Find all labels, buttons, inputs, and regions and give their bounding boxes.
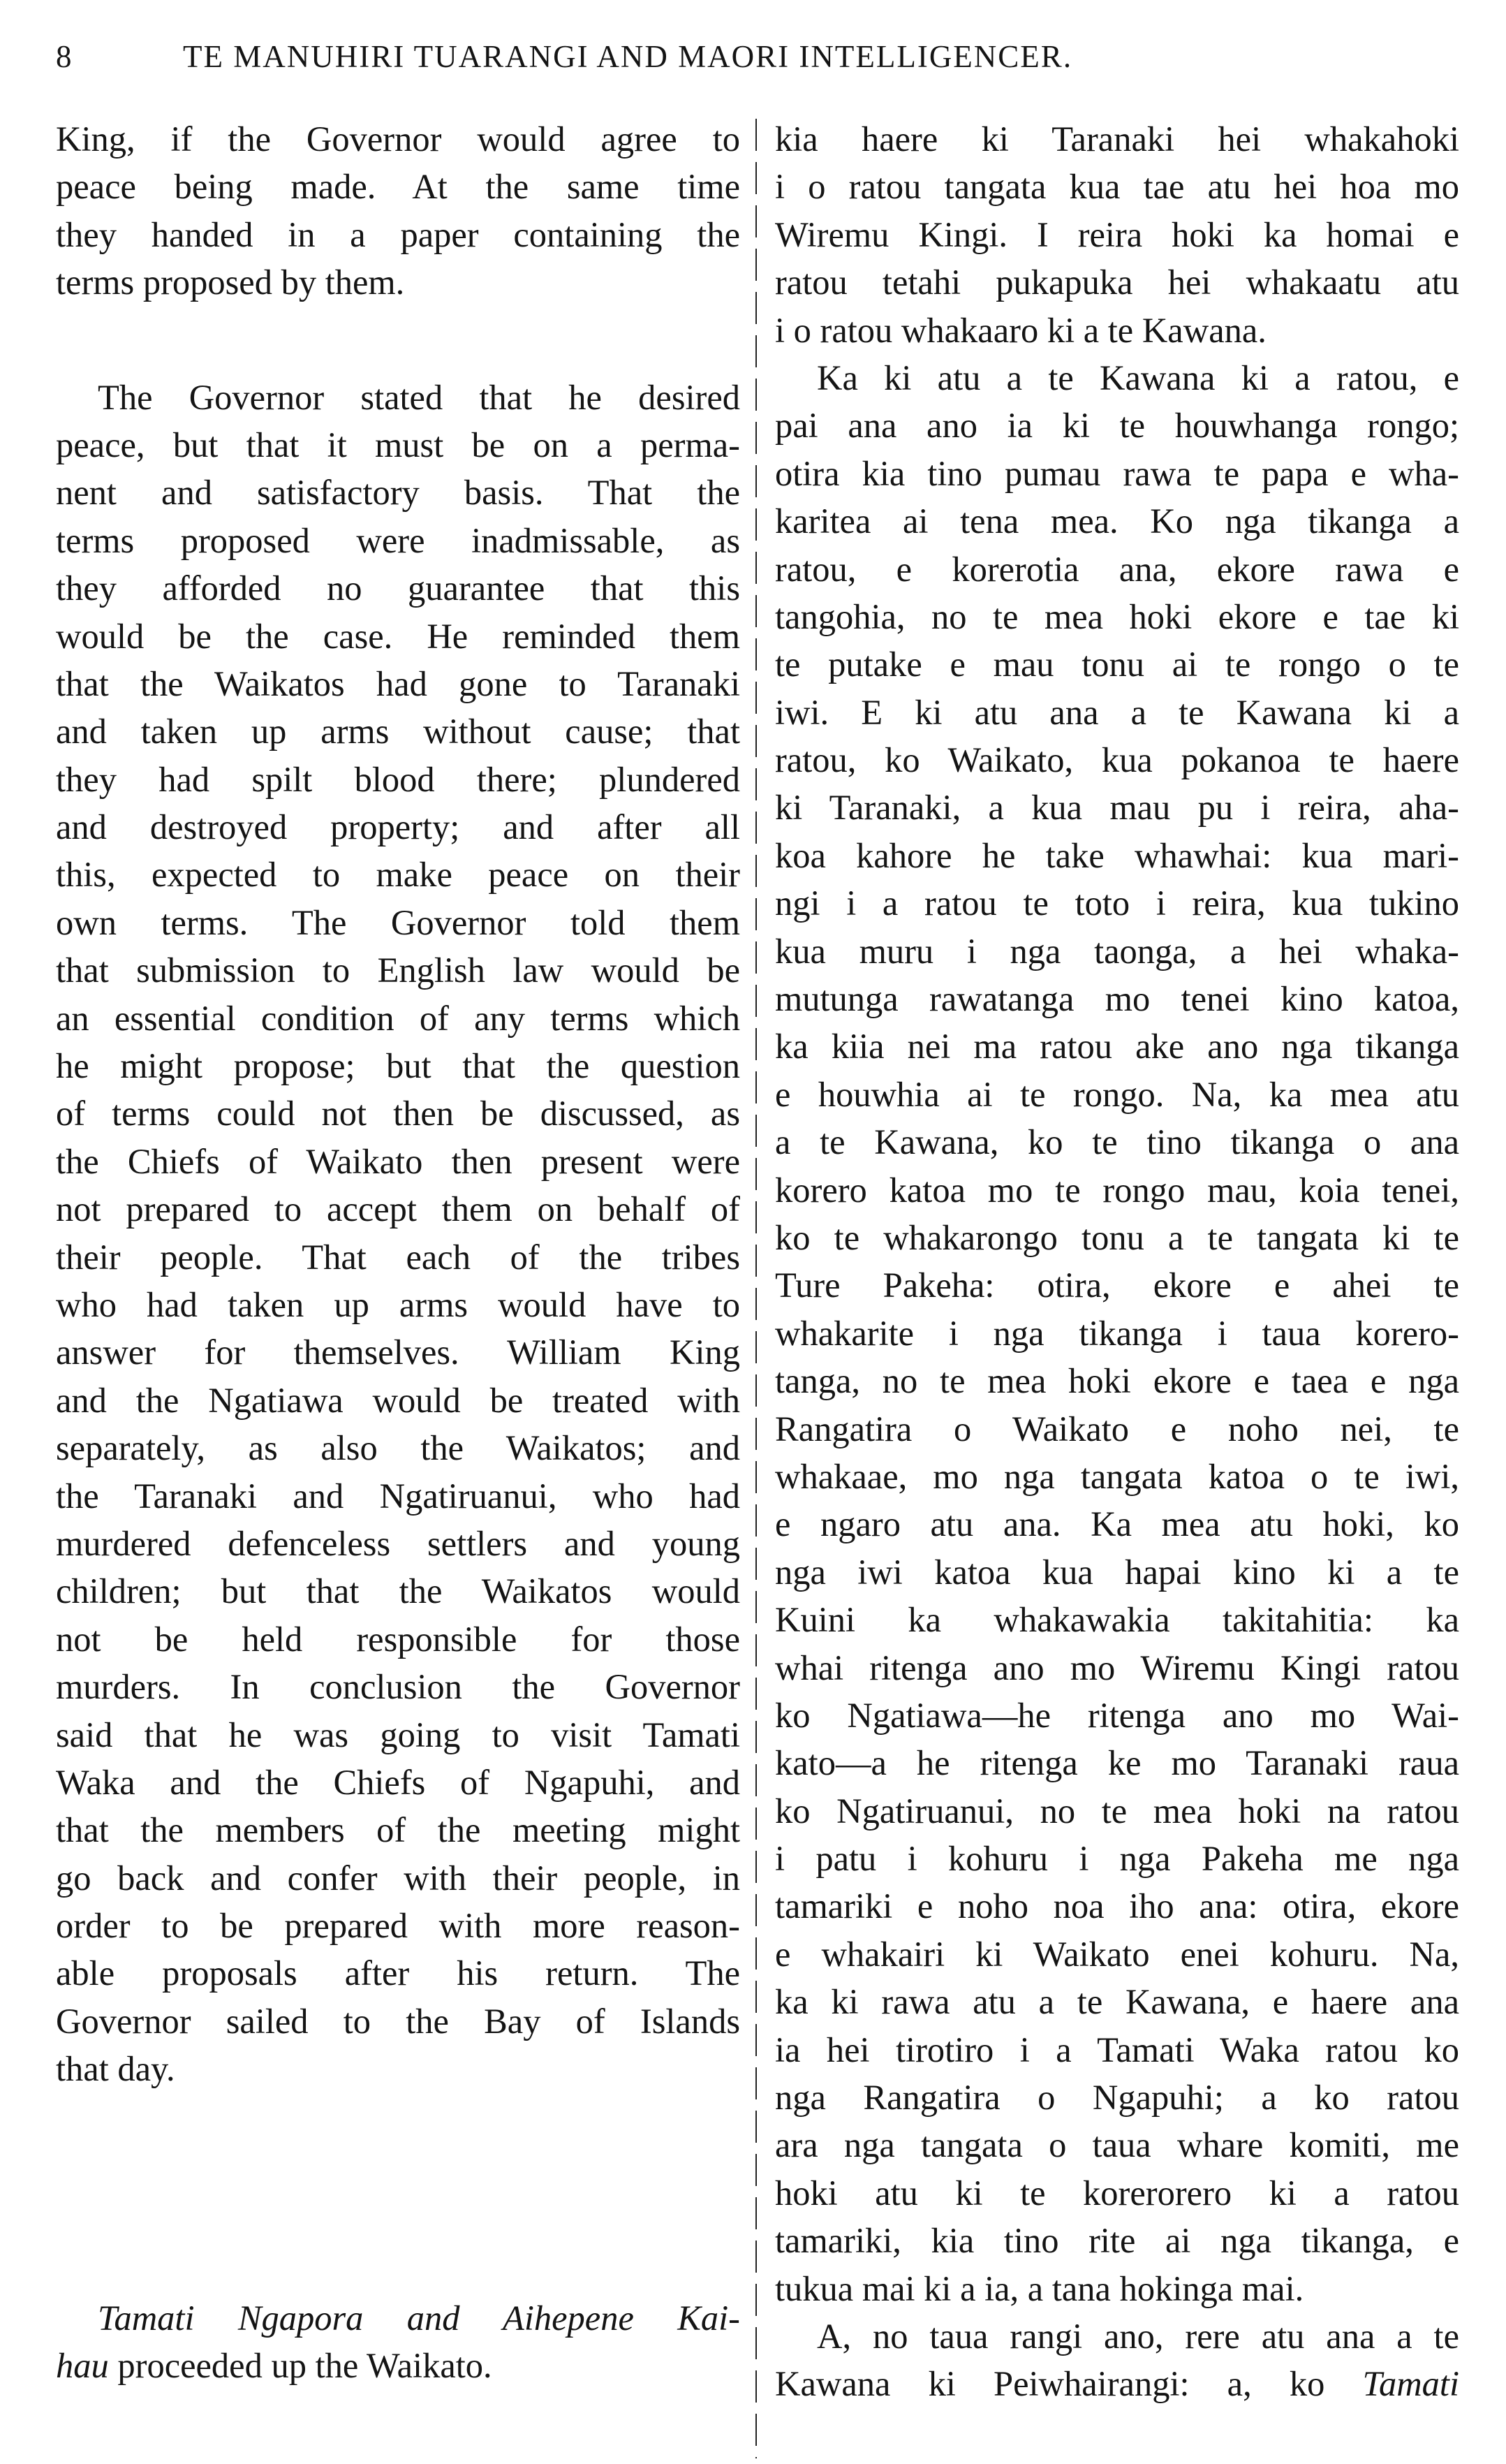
- text-line: mutunga rawatanga mo tenei kino katoa,: [775, 979, 1459, 1019]
- running-title: TE MANUHIRI TUARANGI AND MAORI INTELLIGENCER.: [183, 39, 1073, 74]
- text-line: ara nga tangata o taua whare komiti, me: [775, 2125, 1459, 2165]
- text-line: terms proposed by them.: [56, 263, 405, 302]
- text-line: a te Kawana, ko te tino tikanga o ana: [775, 1122, 1459, 1162]
- text-line: Rangatira o Waikato e noho nei, te: [775, 1409, 1459, 1449]
- text-line: otira kia tino pumau rawa te papa e wha-: [775, 453, 1459, 493]
- text-line: whai ritenga ano mo Wiremu Kingi ratou: [775, 1648, 1459, 1687]
- text-line: hoki atu ki te korerorero ki a ratou: [775, 2173, 1459, 2213]
- english-paragraph-2: [56, 374, 740, 2093]
- text-line: korero katoa mo te rongo mau, koia tenei,: [775, 1170, 1459, 1210]
- text-line: i o ratou whakaaro ki a te Kawana.: [775, 310, 1267, 350]
- text-line: tanga, no te mea hoki ekore e taea e nga: [775, 1361, 1459, 1401]
- text-line: [775, 2360, 1459, 2407]
- text-line: tangohia, no te mea hoki ekore e tae ki: [775, 596, 1459, 636]
- text-line: tamariki e noho noa iho ana: otira, ekore: [775, 1886, 1459, 1926]
- text-line: the Chiefs of Waikato then present were: [56, 1141, 740, 1181]
- text-line: nent and satisfactory basis. That the: [56, 473, 740, 513]
- text-line: go back and confer with their people, in: [56, 1858, 740, 1898]
- text-line: kato—a he ritenga ke mo Taranaki raua: [775, 1743, 1459, 1783]
- text-line: own terms. The Governor told them: [56, 902, 740, 942]
- text-line: children; but that the Waikatos would: [56, 1571, 740, 1611]
- text-line: peace being made. At the same time: [56, 167, 740, 207]
- text-line: ratou, ko Waikato, kua pokanoa te haere: [775, 740, 1459, 780]
- text-line: whakarite i nga tikanga i taua korero-: [775, 1313, 1459, 1353]
- column-divider: [755, 119, 757, 2458]
- text-line: ko Ngatiruanui, no te mea hoki na ratou: [775, 1791, 1459, 1831]
- text-line: The Governor stated that he desired: [98, 377, 740, 417]
- maori-paragraph-3: [775, 2312, 1459, 2408]
- text-line: and the Ngatiawa would be treated with: [56, 1380, 740, 1420]
- text-line: of terms could not then be discussed, as: [56, 1094, 740, 1134]
- text-line: this, expected to make peace on their: [56, 855, 740, 895]
- text-line: A, no taua rangi ano, rere atu ana a te: [817, 2316, 1459, 2356]
- page-number: 8: [56, 39, 73, 74]
- text-line: would be the case. He reminded them: [56, 616, 740, 656]
- text-line: their people. That each of the tribes: [56, 1237, 740, 1277]
- text-line: nga iwi katoa kua hapai kino ki a te: [775, 1552, 1459, 1592]
- text-line: karitea ai tena mea. Ko nga tikanga a: [775, 501, 1459, 541]
- text-line: they had spilt blood there; plundered: [56, 759, 740, 799]
- text-line: te putake e mau tonu ai te rongo o te: [775, 645, 1459, 684]
- text-line: Wiremu Kingi. I reira hoki ka homai e: [775, 214, 1459, 254]
- text-line: King, if the Governor would agree to: [56, 119, 740, 159]
- text-line: pai ana ano ia ki te houwhanga rongo;: [775, 406, 1459, 446]
- text-line: Waka and the Chiefs of Ngapuhi, and: [56, 1762, 740, 1802]
- maori-paragraph-1: [775, 115, 1459, 354]
- italic-name: Tamati: [1362, 2364, 1459, 2404]
- text-line: i patu i kohuru i nga Pakeha me nga: [775, 1839, 1459, 1879]
- text-line: separately, as also the Waikatos; and: [56, 1428, 740, 1468]
- text-line: e whakairi ki Waikato enei kohuru. Na,: [775, 1934, 1459, 1974]
- paragraph-gap: [56, 307, 740, 374]
- text-line: Governor sailed to the Bay of Islands: [56, 2001, 740, 2041]
- page-header: [56, 38, 1452, 87]
- text-line: who had taken up arms would have to: [56, 1284, 740, 1324]
- text-fragment: proceeded up the Waikato.: [108, 2346, 492, 2386]
- text-line: the Taranaki and Ngatiruanui, who had: [56, 1476, 740, 1516]
- paragraph-gap: [56, 2093, 740, 2294]
- text-fragment: Kawana ki Peiwhairangi: a, ko: [775, 2364, 1363, 2404]
- text-line: whakaae, mo nga tangata katoa o te iwi,: [775, 1456, 1459, 1496]
- text-line: they handed in a paper containing the: [56, 214, 740, 254]
- text-line: ko te whakarongo tonu a te tangata ki te: [775, 1217, 1459, 1257]
- text-line: ko Ngatiawa—he ritenga ano mo Wai-: [775, 1695, 1459, 1735]
- text-line: ngi i a ratou te toto i reira, kua tukino: [775, 883, 1459, 923]
- text-line: answer for themselves. William King: [56, 1333, 740, 1372]
- italic-names: Tamati Ngapora and Aihepene Kai-: [98, 2298, 740, 2338]
- text-line: kua muru i nga taonga, a hei whaka-: [775, 931, 1459, 971]
- text-line: that the Waikatos had gone to Taranaki: [56, 663, 740, 703]
- text-line: and taken up arms without cause; that: [56, 712, 740, 751]
- text-line: not be held responsible for those: [56, 1619, 740, 1659]
- maori-column: [775, 115, 1459, 2464]
- english-paragraph-1: [56, 115, 740, 307]
- text-line: koa kahore he take whawhai: kua mari-: [775, 835, 1459, 875]
- text-line: that the members of the meeting might: [56, 1810, 740, 1850]
- text-line: ratou, e korerotia ana, ekore rawa e: [775, 549, 1459, 589]
- text-line: [56, 2342, 740, 2389]
- text-line: e houwhia ai te rongo. Na, ka mea atu: [775, 1074, 1459, 1114]
- text-line: and destroyed property; and after all: [56, 807, 740, 847]
- text-line: kia haere ki Taranaki hei whakahoki: [775, 119, 1459, 159]
- english-column: [56, 115, 740, 2464]
- text-line: tamariki, kia tino rite ai nga tikanga, e: [775, 2221, 1459, 2261]
- text-line: murdered defenceless settlers and young: [56, 1523, 740, 1563]
- text-line: tukua mai ki a ia, a tana hokinga mai.: [775, 2268, 1304, 2308]
- text-line: he might propose; but that the question: [56, 1046, 740, 1086]
- text-line: order to be prepared with more reason-: [56, 1906, 740, 1946]
- text-line: nga Rangatira o Ngapuhi; a ko ratou: [775, 2078, 1459, 2118]
- text-line: iwi. E ki atu ana a te Kawana ki a: [775, 692, 1459, 732]
- text-line: Ka ki atu a te Kawana ki a ratou, e: [817, 358, 1459, 397]
- text-line: ki Taranaki, a kua mau pu i reira, aha-: [775, 788, 1459, 828]
- text-line: said that he was going to visit Tamati: [56, 1715, 740, 1754]
- text-line: that day.: [56, 2049, 175, 2089]
- maori-paragraph-2: [775, 354, 1459, 2312]
- text-line: Ture Pakeha: otira, ekore e ahei te: [775, 1266, 1459, 1305]
- text-line: not prepared to accept them on behalf of: [56, 1189, 740, 1229]
- text-line: ka kiia nei ma ratou ake ano nga tikanga: [775, 1027, 1459, 1066]
- text-line: [56, 2294, 740, 2342]
- text-line: murders. In conclusion the Governor: [56, 1667, 740, 1707]
- text-line: peace, but that it must be on a perma-: [56, 425, 740, 464]
- text-line: ka ki rawa atu a te Kawana, e haere ana: [775, 1982, 1459, 2022]
- text-line: able proposals after his return. The: [56, 1953, 740, 1993]
- text-line: that submission to English law would be: [56, 951, 740, 990]
- text-line: ratou tetahi pukapuka hei whakaatu atu: [775, 263, 1459, 302]
- text-line: Kuini ka whakawakia takitahitia: ka: [775, 1600, 1459, 1640]
- text-line: an essential condition of any terms which: [56, 998, 740, 1038]
- text-line: i o ratou tangata kua tae atu hei hoa mo: [775, 167, 1459, 207]
- text-line: e ngaro atu ana. Ka mea atu hoki, ko: [775, 1504, 1459, 1544]
- text-line: terms proposed were inadmissable, as: [56, 520, 740, 560]
- text-line: ia hei tirotiro i a Tamati Waka ratou ko: [775, 2030, 1459, 2069]
- english-paragraph-3: [56, 2294, 740, 2390]
- italic-names: hau: [56, 2346, 109, 2386]
- text-line: they afforded no guarantee that this: [56, 569, 740, 608]
